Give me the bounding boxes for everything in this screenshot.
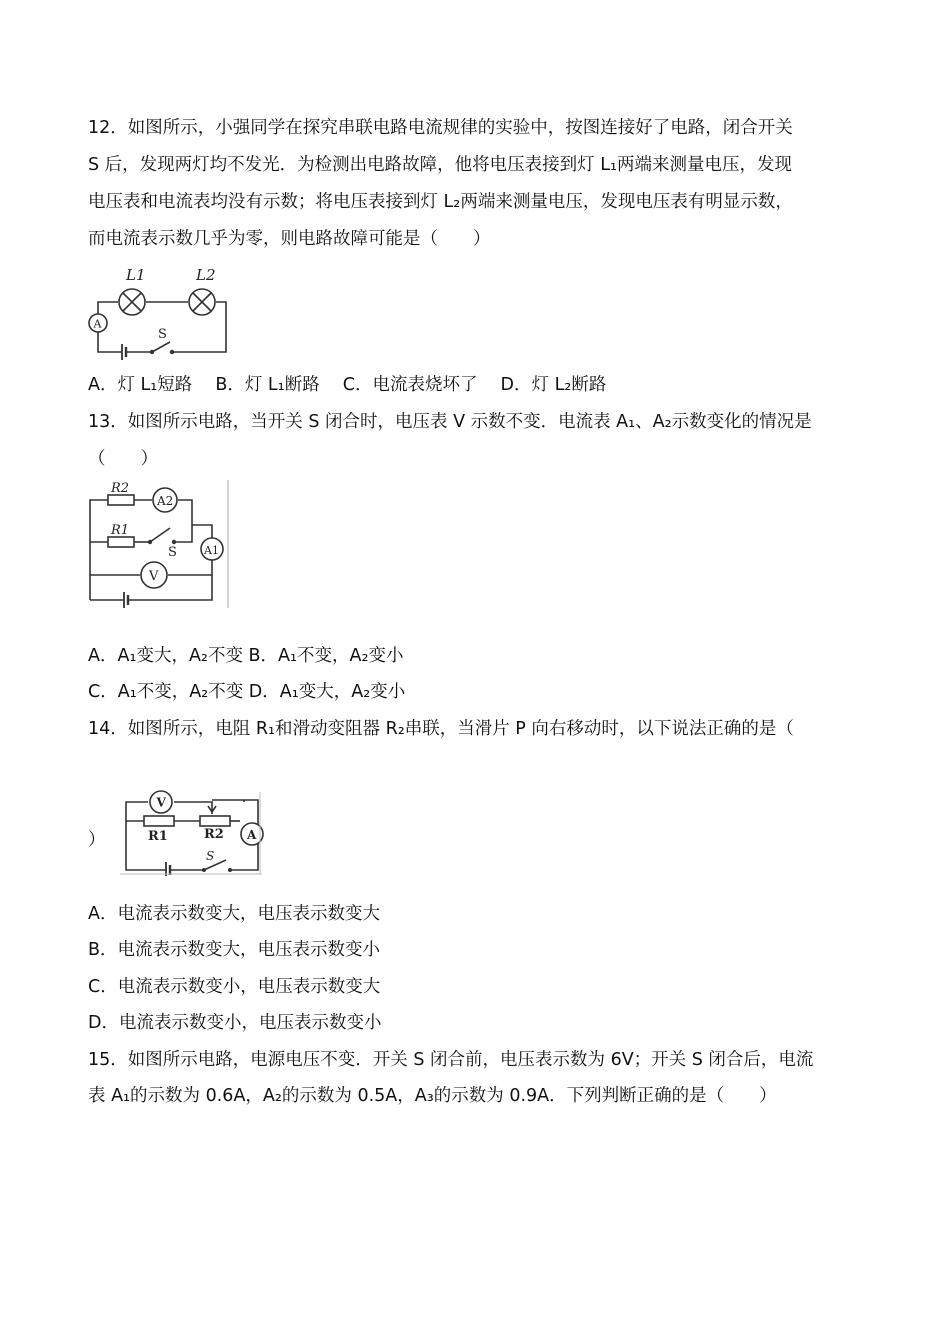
voltmeter-label: V (156, 795, 166, 810)
q12-circuit-diagram (84, 262, 234, 362)
q14-option-b: B．电流表示数变大，电压表示数变小 (88, 940, 381, 960)
ammeter-label: A (93, 317, 102, 331)
q14-text-line-1: 14．如图所示，电阻 R₁和滑动变阻器 R₂串联，当滑片 P 向右移动时，以下说法正确的是（ (88, 719, 794, 739)
q15-text-line-1: 15．如图所示电路，电源电压不变．开关 S 闭合前，电压表示数为 6V；开关 S 闭合后，电流 (88, 1050, 814, 1070)
q13-circuit-diagram (84, 480, 234, 610)
switch-label: S (168, 545, 177, 560)
lamp1-label: L1 (126, 266, 146, 284)
q12-options: A．灯 L₁短路 B．灯 L₁断路 C．电流表烧坏了 D．灯 L₂断路 (88, 375, 607, 395)
switch-label: S (158, 327, 167, 342)
q14-text-line-2: ） (88, 830, 106, 850)
q15-text-line-2: 表 A₁的示数为 0.6A，A₂的示数为 0.5A，A₃的示数为 0.9A．下列判断正确的是（ ） (88, 1086, 777, 1106)
q14-circuit-diagram (120, 790, 266, 876)
r1-label: R1 (148, 829, 168, 844)
a2-label: A2 (157, 494, 174, 508)
lamp2-label: L2 (196, 266, 216, 284)
voltmeter-label: V (149, 569, 159, 584)
q12-text-line-3: 电压表和电流表均没有示数；将电压表接到灯 L₂两端来测量电压，发现电压表有明显示数， (88, 192, 793, 212)
q13-text-line-2: （ ） (88, 449, 158, 469)
q14-option-c: C．电流表示数变小，电压表示数变大 (88, 977, 381, 997)
switch-label: S (206, 849, 215, 863)
r1-label: R1 (111, 523, 130, 538)
r2-label: R2 (111, 481, 130, 496)
q13-option-line-2: C．A₁不变，A₂不变 D．A₁变大，A₂变小 (88, 682, 406, 702)
q13-text-line-1: 13．如图所示电路，当开关 S 闭合时，电压表 V 示数不变．电流表 A₁、A₂示数变化的情况是 (88, 412, 812, 432)
q12-text-line-2: S 后，发现两灯均不发光．为检测出电路故障，他将电压表接到灯 L₁两端来测量电压，发现 (88, 155, 792, 175)
q14-option-a: A．电流表示数变大，电压表示数变大 (88, 904, 380, 924)
q12-text-line-4: 而电流表示数几乎为零，则电路故障可能是（ ） (88, 229, 491, 249)
a1-label: A1 (204, 544, 219, 557)
ammeter-label: A (247, 828, 257, 842)
q12-text-line-1: 12．如图所示，小强同学在探究串联电路电流规律的实验中，按图连接好了电路，闭合开关 (88, 118, 793, 138)
q13-option-line-1: A．A₁变大，A₂不变 B．A₁不变，A₂变小 (88, 646, 404, 666)
q14-option-d: D．电流表示数变小，电压表示数变小 (88, 1013, 382, 1033)
r2-label: R2 (204, 827, 224, 842)
